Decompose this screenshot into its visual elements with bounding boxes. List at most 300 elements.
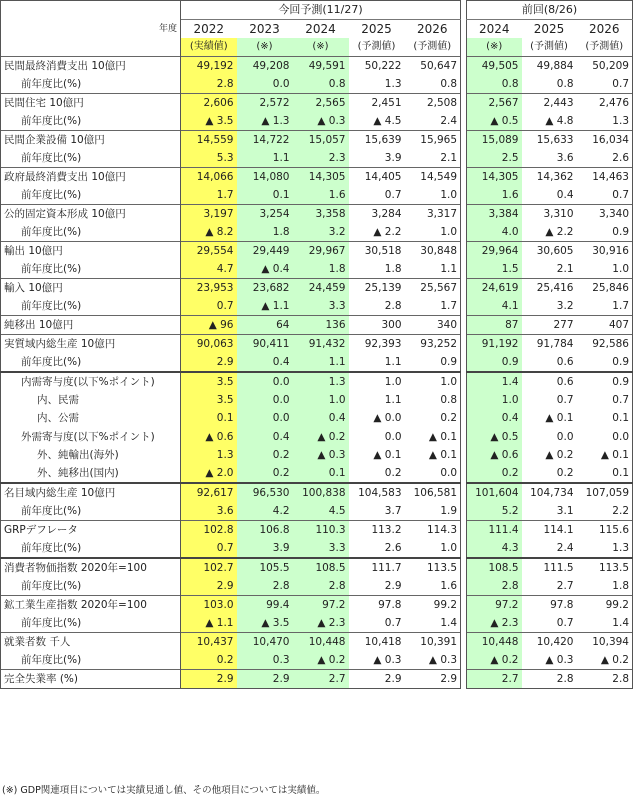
table-cell: 0.8 — [556, 78, 574, 90]
table-row — [1, 75, 461, 94]
table-row — [467, 651, 633, 670]
table-cell: 24,459 — [293, 279, 349, 298]
row-label: 純移出 10億円 — [1, 316, 181, 335]
table-cell: 0.2 — [237, 464, 293, 483]
table-cell: 0.9 — [577, 353, 633, 372]
table-cell: 2.9 — [237, 670, 293, 689]
table-cell: 14,559 — [181, 131, 237, 150]
table-row — [467, 391, 633, 409]
row-label: 完全失業率 (%) — [1, 670, 181, 689]
table-row — [1, 57, 461, 76]
table-cell: 2.8 — [384, 300, 402, 312]
table-cell: 0.2 — [384, 467, 402, 480]
table-cell: 1.6 — [293, 186, 349, 205]
table-row — [467, 428, 633, 446]
table-row — [1, 112, 461, 131]
table-cell: 4.0 — [467, 223, 522, 242]
header-year: 2025 — [361, 22, 392, 36]
table-cell: 0.2 — [405, 409, 461, 427]
table-cell: ▲ 2.2 — [545, 226, 574, 238]
table-row — [467, 614, 633, 633]
table-cell: 110.3 — [293, 521, 349, 540]
row-label: 前年度比(%) — [1, 112, 181, 131]
table-cell: 25,846 — [577, 279, 633, 298]
table-cell: 136 — [293, 316, 349, 335]
table-cell: ▲ 0.2 — [545, 449, 574, 462]
table-cell: ▲ 0.3 — [293, 446, 349, 464]
table-cell: 1.0 — [577, 260, 633, 279]
table-row — [1, 131, 461, 150]
header-sub: (予測値) — [577, 38, 633, 57]
table-row — [1, 558, 461, 577]
table-row — [467, 205, 633, 224]
table-cell: 3.9 — [237, 539, 293, 558]
table-cell: ▲ 0.5 — [467, 112, 522, 131]
row-label: 就業者数 千人 — [1, 633, 181, 652]
row-label: 前年度比(%) — [1, 75, 181, 94]
table-cell: 1.1 — [384, 356, 402, 368]
table-cell: 14,362 — [522, 168, 577, 187]
table-row — [1, 260, 461, 279]
table-row — [467, 149, 633, 168]
row-label: 前年度比(%) — [1, 577, 181, 596]
row-label: 前年度比(%) — [1, 353, 181, 372]
table-cell: 0.1 — [237, 186, 293, 205]
table-cell: 2.8 — [577, 670, 633, 689]
table-cell: 106,581 — [405, 483, 461, 502]
table-cell: 1.8 — [293, 260, 349, 279]
table-cell: 2.4 — [405, 112, 461, 131]
table-cell: 1.4 — [467, 372, 522, 391]
row-label: 前年度比(%) — [1, 614, 181, 633]
table-cell: 2.8 — [181, 75, 237, 94]
table-cell: 2.7 — [293, 670, 349, 689]
table-cell: 1.3 — [577, 539, 633, 558]
table-cell: 2.9 — [384, 580, 402, 593]
table-cell: 97.8 — [349, 596, 405, 615]
table-cell: 0.1 — [577, 409, 633, 427]
table-cell: 14,066 — [181, 168, 237, 187]
row-label: 前年度比(%) — [1, 186, 181, 205]
header-year: 2026 — [405, 20, 461, 39]
table-cell: 113.5 — [405, 558, 461, 577]
table-row — [1, 186, 461, 205]
footnote: (※) GDP関連項目については実績見通し値、その他項目については実績値。 — [2, 785, 326, 796]
table-cell: 113.2 — [349, 521, 405, 540]
table-cell: ▲ 0.1 — [545, 412, 574, 425]
table-cell: 108.5 — [467, 558, 522, 577]
table-row — [1, 242, 461, 261]
table-cell: 2,565 — [293, 94, 349, 113]
table-row — [467, 502, 633, 521]
table-cell: 49,591 — [293, 57, 349, 76]
header-sub: (※) — [293, 38, 349, 57]
header-year: 2024 — [467, 20, 522, 39]
table-cell: 99.2 — [577, 596, 633, 615]
table-cell: 0.0 — [384, 430, 402, 443]
table-cell: 1.0 — [405, 539, 461, 558]
table-row — [1, 94, 461, 113]
table-cell: 99.4 — [237, 596, 293, 615]
table-cell: 2.1 — [556, 263, 574, 275]
row-label: 前年度比(%) — [1, 502, 181, 521]
table-cell: 97.8 — [522, 596, 577, 615]
table-cell: 0.7 — [181, 539, 237, 558]
table-cell: 100,838 — [293, 483, 349, 502]
table-cell: 1.4 — [405, 614, 461, 633]
table-row — [467, 279, 633, 298]
table-row — [1, 539, 461, 558]
table-cell: 0.7 — [556, 394, 574, 407]
table-row — [1, 614, 461, 633]
table-cell: 25,416 — [522, 279, 577, 298]
table-cell: ▲ 2.0 — [181, 464, 237, 483]
table-cell: 87 — [467, 316, 522, 335]
table-row — [1, 670, 461, 689]
table-cell: 1.0 — [349, 372, 405, 391]
table-cell: 4.7 — [181, 260, 237, 279]
table-row — [1, 483, 461, 502]
header-year: 2022 — [193, 22, 225, 36]
table-cell: 0.4 — [293, 409, 349, 427]
table-cell: 90,411 — [237, 335, 293, 354]
table-cell: 10,448 — [293, 633, 349, 652]
table-row — [1, 372, 461, 391]
table-cell: 0.8 — [405, 75, 461, 94]
table-cell: 1.7 — [181, 186, 237, 205]
table-row — [1, 316, 461, 335]
row-label: 消費者物価指数 2020年=100 — [1, 558, 181, 577]
table-cell: ▲ 3.5 — [237, 614, 293, 633]
table-cell: 3.7 — [384, 505, 402, 518]
previous-forecast-table — [466, 0, 633, 689]
table-cell: 106.8 — [237, 521, 293, 540]
table-cell: 1.0 — [293, 391, 349, 409]
table-cell: 105.5 — [237, 558, 293, 577]
table-cell: 1.1 — [405, 260, 461, 279]
row-label: 公的固定資本形成 10億円 — [1, 205, 181, 224]
table-cell: 96,530 — [237, 483, 293, 502]
table-cell: 0.2 — [556, 467, 574, 480]
table-row — [467, 633, 633, 652]
table-cell: 0.2 — [237, 446, 293, 464]
table-cell: ▲ 1.1 — [237, 297, 293, 316]
table-cell: ▲ 0.3 — [405, 651, 461, 670]
table-cell: 2,606 — [181, 94, 237, 113]
row-label: 内、民需 — [1, 391, 181, 409]
table-row — [467, 112, 633, 131]
table-cell: 0.7 — [556, 617, 574, 630]
table-cell: 14,080 — [237, 168, 293, 187]
row-label: 外、純移出(国内) — [1, 464, 181, 483]
table-cell: 92,393 — [349, 335, 405, 354]
table-row — [467, 409, 633, 427]
table-cell: 3,284 — [349, 205, 405, 224]
table-cell: 2.9 — [181, 577, 237, 596]
table-cell: 2.7 — [467, 670, 522, 689]
table-cell: 15,089 — [467, 131, 522, 150]
table-cell: 0.1 — [577, 464, 633, 483]
table-cell: 0.1 — [181, 409, 237, 427]
table-cell: 5.2 — [467, 502, 522, 521]
table-cell: 93,252 — [405, 335, 461, 354]
table-cell: 0.0 — [577, 428, 633, 446]
table-cell: ▲ 4.8 — [545, 115, 574, 127]
table-cell: 0.3 — [237, 651, 293, 670]
table-cell: 91,192 — [467, 335, 522, 354]
table-cell: 50,209 — [577, 57, 633, 76]
table-cell: 1.0 — [405, 372, 461, 391]
table-cell: 4.2 — [237, 502, 293, 521]
row-label: 内需寄与度(以下%ポイント) — [1, 372, 181, 391]
table-cell: 10,470 — [237, 633, 293, 652]
table-row — [467, 577, 633, 596]
table-row — [467, 223, 633, 242]
table-cell: 49,884 — [522, 57, 577, 76]
table-cell: 1.3 — [293, 372, 349, 391]
table-row — [1, 651, 461, 670]
header-year: 2025 — [533, 22, 565, 36]
table-cell: 10,437 — [181, 633, 237, 652]
row-label: 実質域内総生産 10億円 — [1, 335, 181, 354]
row-label: 前年度比(%) — [1, 223, 181, 242]
table-cell: 1.8 — [237, 223, 293, 242]
table-cell: ▲ 0.5 — [467, 428, 522, 446]
table-cell: ▲ 0.1 — [405, 446, 461, 464]
table-cell: 277 — [522, 316, 577, 335]
table-cell: 3.3 — [293, 297, 349, 316]
table-cell: 10,448 — [467, 633, 522, 652]
table-cell: 4.5 — [293, 502, 349, 521]
table-cell: ▲ 1.1 — [181, 614, 237, 633]
header-title-current: 今回予測(11/27) — [181, 1, 461, 20]
row-label: 輸入 10億円 — [1, 279, 181, 298]
table-cell: 2,443 — [522, 94, 577, 113]
table-row — [467, 670, 633, 689]
table-cell: 3.1 — [556, 505, 574, 518]
table-row — [467, 242, 633, 261]
table-cell: 1.1 — [237, 149, 293, 168]
table-cell: 24,619 — [467, 279, 522, 298]
table-cell: 15,633 — [522, 131, 577, 150]
table-cell: 25,567 — [405, 279, 461, 298]
table-cell: 2.1 — [405, 149, 461, 168]
table-cell: 3.6 — [181, 502, 237, 521]
table-cell: 23,682 — [237, 279, 293, 298]
table-cell: ▲ 0.2 — [293, 651, 349, 670]
table-cell: 3,358 — [293, 205, 349, 224]
table-cell: 29,964 — [467, 242, 522, 261]
table-cell: 10,394 — [577, 633, 633, 652]
table-cell: 2,451 — [349, 94, 405, 113]
table-cell: 0.4 — [237, 353, 293, 372]
table-cell: 0.0 — [237, 391, 293, 409]
table-cell: 64 — [237, 316, 293, 335]
table-cell: 115.6 — [577, 521, 633, 540]
table-cell: 0.7 — [384, 617, 402, 630]
header-label-blank — [1, 1, 181, 20]
table-row — [1, 223, 461, 242]
table-cell: 1.8 — [384, 263, 402, 275]
table-cell: 2.8 — [467, 577, 522, 596]
table-row — [1, 502, 461, 521]
table-cell: 10,418 — [349, 633, 405, 652]
table-cell: 0.8 — [467, 75, 522, 94]
table-cell: 97.2 — [293, 596, 349, 615]
table-cell: 0.4 — [237, 428, 293, 446]
table-cell: 0.0 — [237, 75, 293, 94]
table-cell: ▲ 3.5 — [181, 112, 237, 131]
table-row — [1, 297, 461, 316]
table-cell: 1.0 — [405, 223, 461, 242]
table-cell: ▲ 0.2 — [577, 651, 633, 670]
table-cell: 91,784 — [522, 335, 577, 354]
row-label: 民間最終消費支出 10億円 — [1, 57, 181, 76]
table-cell: 0.4 — [467, 409, 522, 427]
table-cell: ▲ 4.5 — [373, 115, 402, 127]
table-row — [1, 409, 461, 427]
table-cell: 108.5 — [293, 558, 349, 577]
header-year: 2026 — [577, 20, 633, 39]
table-cell: 111.5 — [522, 558, 577, 577]
header-sub: (※) — [467, 38, 522, 57]
table-cell: 2.5 — [467, 149, 522, 168]
table-cell: 0.0 — [556, 430, 574, 443]
table-row — [467, 446, 633, 464]
table-cell: 1.1 — [384, 394, 402, 407]
table-cell: 14,305 — [467, 168, 522, 187]
table-cell: 3.9 — [384, 152, 402, 164]
table-cell: 2,572 — [237, 94, 293, 113]
table-cell: 0.9 — [577, 223, 633, 242]
table-cell: ▲ 0.3 — [373, 654, 402, 667]
table-cell: 30,605 — [522, 242, 577, 261]
table-cell: ▲ 0.3 — [545, 654, 574, 667]
table-cell: 0.7 — [577, 75, 633, 94]
table-cell: 0.0 — [237, 372, 293, 391]
table-cell: 0.7 — [384, 189, 402, 201]
table-cell: 29,449 — [237, 242, 293, 261]
table-cell: 14,549 — [405, 168, 461, 187]
table-row — [1, 149, 461, 168]
row-label: 鉱工業生産指数 2020年=100 — [1, 596, 181, 615]
table-row — [467, 94, 633, 113]
table-cell: 50,222 — [349, 57, 405, 76]
table-cell: 2.2 — [577, 502, 633, 521]
table-cell: 25,139 — [349, 279, 405, 298]
table-cell: 2,567 — [467, 94, 522, 113]
table-cell: 2.7 — [556, 580, 574, 593]
row-label: 外、純輸出(海外) — [1, 446, 181, 464]
table-cell: 49,505 — [467, 57, 522, 76]
table-row — [467, 353, 633, 372]
table-cell: 1.4 — [577, 614, 633, 633]
table-cell: ▲ 0.1 — [405, 428, 461, 446]
table-cell: 2.8 — [293, 577, 349, 596]
table-cell: ▲ 0.1 — [373, 449, 402, 462]
table-cell: 0.7 — [577, 186, 633, 205]
table-cell: 50,647 — [405, 57, 461, 76]
table-cell: 114.3 — [405, 521, 461, 540]
header-year: 2024 — [305, 22, 336, 36]
table-cell: 1.7 — [405, 297, 461, 316]
table-cell: 340 — [405, 316, 461, 335]
row-label: 前年度比(%) — [1, 149, 181, 168]
table-cell: 97.2 — [467, 596, 522, 615]
table-cell: 0.0 — [405, 464, 461, 483]
table-cell: 2.8 — [522, 670, 577, 689]
table-cell: 0.2 — [181, 651, 237, 670]
table-cell: 1.6 — [405, 577, 461, 596]
table-cell: 14,463 — [577, 168, 633, 187]
table-cell: 14,305 — [293, 168, 349, 187]
table-cell: 29,967 — [293, 242, 349, 261]
row-label: GRPデフレータ — [1, 521, 181, 540]
table-cell: 14,405 — [349, 168, 405, 187]
table-cell: 103.0 — [181, 596, 237, 615]
table-cell: 1.5 — [467, 260, 522, 279]
table-cell: ▲ 0.2 — [467, 651, 522, 670]
table-cell: 0.8 — [405, 391, 461, 409]
table-cell: 2,476 — [577, 94, 633, 113]
table-cell: 23,953 — [181, 279, 237, 298]
table-cell: 92,617 — [181, 483, 237, 502]
row-label: 前年度比(%) — [1, 297, 181, 316]
table-cell: 10,420 — [522, 633, 577, 652]
table-cell: ▲ 0.2 — [293, 428, 349, 446]
table-cell: 92,586 — [577, 335, 633, 354]
table-cell: ▲ 0.6 — [181, 428, 237, 446]
table-cell: 2.4 — [556, 542, 574, 555]
table-row — [1, 446, 461, 464]
table-cell: 2.8 — [237, 577, 293, 596]
header-title-previous: 前回(8/26) — [467, 1, 633, 20]
table-row — [1, 205, 461, 224]
table-row — [1, 335, 461, 354]
table-row — [467, 483, 633, 502]
table-cell: 15,057 — [293, 131, 349, 150]
table-row — [1, 596, 461, 615]
table-row — [467, 521, 633, 540]
row-label: 内、公需 — [1, 409, 181, 427]
table-cell: 2.9 — [181, 353, 237, 372]
table-cell: 1.6 — [467, 186, 522, 205]
table-cell: 1.0 — [467, 391, 522, 409]
table-cell: ▲ 0.0 — [373, 412, 402, 425]
table-cell: 0.6 — [522, 372, 577, 391]
table-cell: 3.6 — [556, 152, 574, 164]
table-row — [1, 521, 461, 540]
table-cell: 0.9 — [467, 353, 522, 372]
table-cell: 1.3 — [577, 112, 633, 131]
table-cell: ▲ 2.3 — [293, 614, 349, 633]
table-row — [1, 168, 461, 187]
row-label: 民間企業設備 10億円 — [1, 131, 181, 150]
table-row — [467, 57, 633, 76]
table-cell: 49,208 — [237, 57, 293, 76]
table-row — [467, 168, 633, 187]
table-cell: 16,034 — [577, 131, 633, 150]
table-cell: 3.2 — [556, 300, 574, 312]
row-label: 外需寄与度(以下%ポイント) — [1, 428, 181, 446]
table-cell: 107,059 — [577, 483, 633, 502]
table-cell: 91,432 — [293, 335, 349, 354]
table-cell: 0.7 — [577, 391, 633, 409]
table-cell: 2.6 — [577, 149, 633, 168]
table-cell: 102.7 — [181, 558, 237, 577]
table-cell: 30,848 — [405, 242, 461, 261]
row-label: 輸出 10億円 — [1, 242, 181, 261]
